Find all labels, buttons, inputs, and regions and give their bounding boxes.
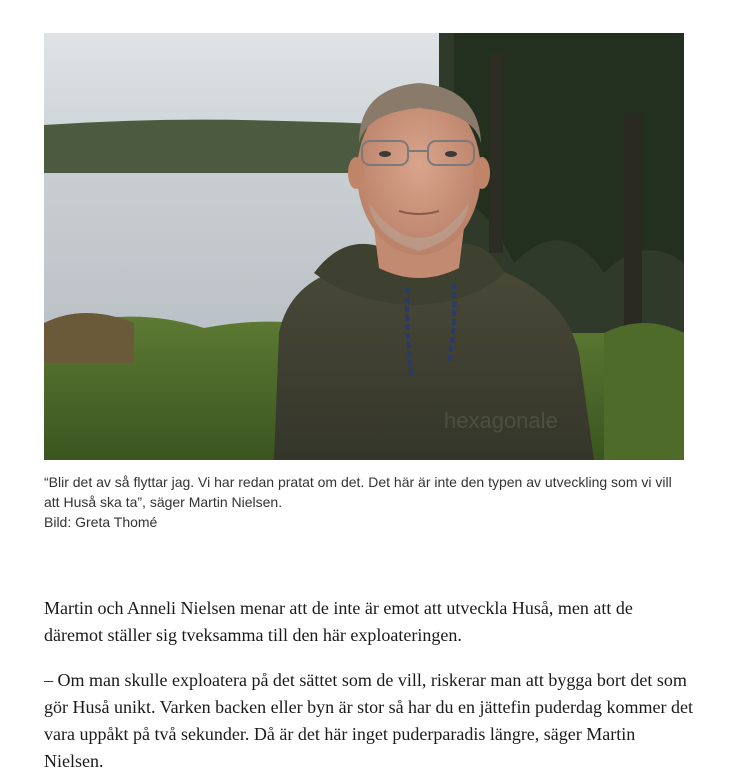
article-photo [44,33,684,460]
article-paragraph: Martin och Anneli Nielsen menar att de inte är emot att utveckla Huså, men att de däremot ställer sig tveksamma till den här exploateringen. [44,598,633,645]
portrait-image [44,33,684,460]
image-caption: “Blir det av så flyttar jag. Vi har redan pratat om det. Det här är inte den typen av utveckling som vi vill att Huså ska ta”, säger Martin Nielsen. [44,474,672,510]
article-paragraph: – Om man skulle exploatera på det sättet som de vill, riskerar man att bygga bort det som gör Huså unikt. Varken backen eller byn är stor så har du en jättefin puderdag kommer det vara uppåkt på två sekunder. Då är det här inget puderparadis längre, säger Martin Nielsen. [44,670,693,771]
hoodie-print-text: hexagonale [444,408,558,433]
image-credit: Bild: Greta Thomé [44,514,158,530]
